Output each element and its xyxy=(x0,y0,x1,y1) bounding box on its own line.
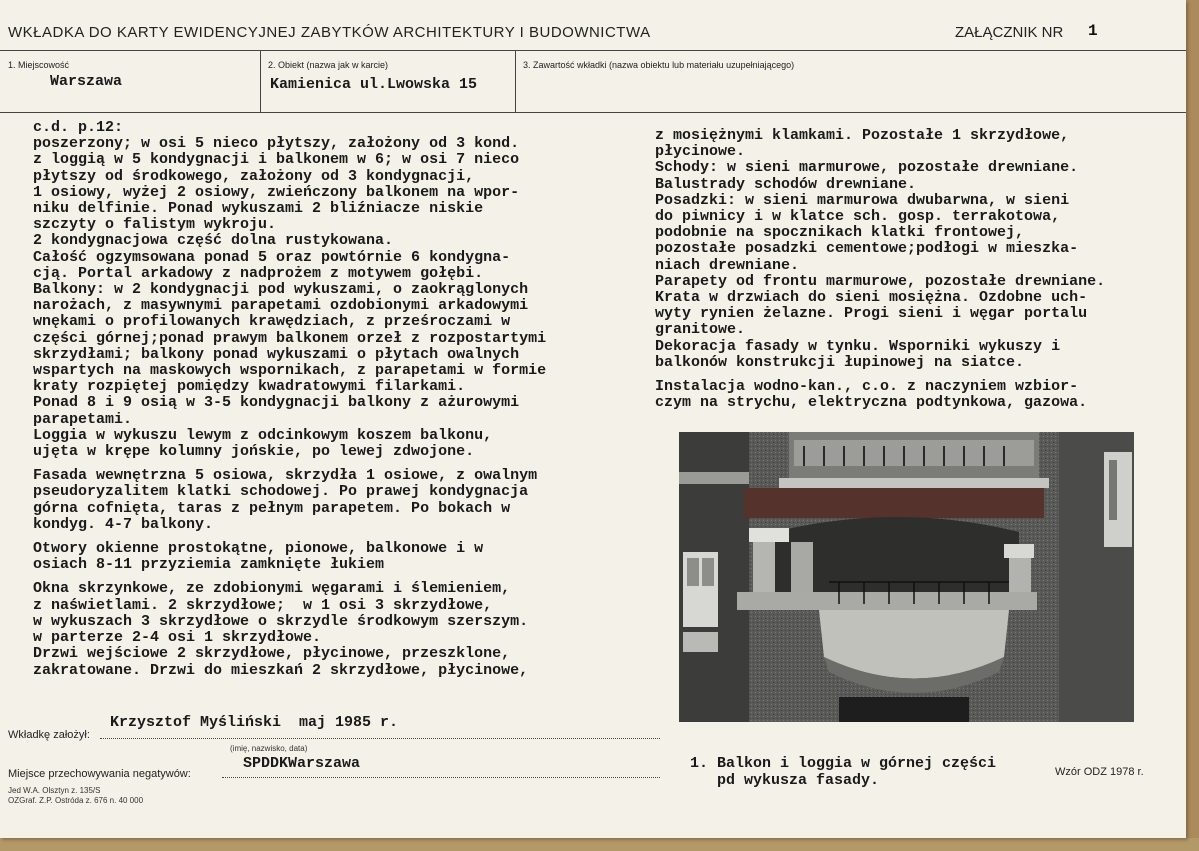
text-line: niku delfinie. Ponad wykuszami 2 bliźniacze niskie xyxy=(33,200,484,218)
text-line: Loggia w wykuszu lewym z odcinkowym koszem balkonu, xyxy=(33,426,493,444)
fields-rule xyxy=(0,112,1186,113)
zalozyl-line xyxy=(100,738,660,739)
text-line: w parterze 2-4 osi 1 skrzydłowe. xyxy=(33,629,322,647)
card-edge-right xyxy=(1186,0,1199,851)
description-left-column xyxy=(33,120,546,679)
text-line: wspartych na maskowych wspornikach, z parapetami w formie xyxy=(33,362,547,380)
text-line: narożach, z masywnymi parapetami ozdobionymi arkadowymi xyxy=(33,297,529,315)
field-label-zawartosc: 3. Zawartość wkładki (nazwa obiektu lub materiału uzupełniającego) xyxy=(523,60,795,70)
text-line: Dekoracja fasady w tynku. Wsporniki wykuszy i xyxy=(655,337,1061,355)
text-line: Otwory okienne prostokątne, pionowe, balkonowe i w xyxy=(33,540,484,558)
photo-caption-line-1: 1. Balkon i loggia w górnej części xyxy=(690,755,997,772)
balcony-photo xyxy=(679,432,1134,722)
zalozyl-hint: (imię, nazwisko, data) xyxy=(230,744,308,753)
description-right-column xyxy=(655,128,1105,411)
print-info-line-2: OZGraf. Z.P. Ostróda z. 676 n. 40 000 xyxy=(8,796,144,805)
text-line: balkonów konstrukcji łupinowej na siatce. xyxy=(655,353,1025,371)
card-title: WKŁADKA DO KARTY EWIDENCYJNEJ ZABYTKÓW ARCHITEKTURY I BUDOWNICTWA xyxy=(8,24,651,41)
attachment-label: ZAŁĄCZNIK NR xyxy=(955,24,1064,41)
zalozyl-label: Wkładkę założył: xyxy=(8,729,90,741)
text-line: granitowe. xyxy=(655,321,746,339)
text-line: górna cofnięta, taras z pełnym parapetem. Po bokach w xyxy=(33,499,511,517)
text-line: części górnej;ponad prawym balkonem orzeł z rozpostartymi xyxy=(33,329,547,347)
text-line: Parapety od frontu marmurowe, pozostałe drewniane. xyxy=(655,272,1106,290)
text-line: płytszy od środkowego, założony od 3 kondygnacji, xyxy=(33,167,475,185)
print-info xyxy=(8,786,143,806)
text-line: Ponad 8 i 9 osią w 3-5 kondygnacji balkony z ażurowymi xyxy=(33,394,520,412)
text-line: Posadzki: w sieni marmurowa dwubarwna, w sieni xyxy=(655,191,1070,209)
text-line: c.d. p.12: xyxy=(33,119,124,136)
header-rule xyxy=(0,50,1186,51)
negatives-value: SPDDKWarszawa xyxy=(243,755,361,772)
text-line: Krata w drzwiach do sieni mosiężna. Ozdobne uch- xyxy=(655,289,1088,307)
divider-1 xyxy=(260,50,261,112)
text-line: cją. Portal arkadowy z nadprożem z motywem gołębi. xyxy=(33,264,484,282)
text-line: pozostałe posadzki cementowe;podłogi w mieszka- xyxy=(655,240,1079,258)
text-line: Balkony: w 2 kondygnacji pod wykuszami, o zaokrąglonych xyxy=(33,281,529,299)
text-line: do piwnicy i w klatce sch. gosp. terrakotowa, xyxy=(655,208,1061,226)
text-line: podobnie na spocznikach klatki frontowej, xyxy=(655,224,1025,242)
photo-caption-line-2: pd wykusza fasady. xyxy=(690,772,880,789)
text-line: Schody: w sieni marmurowe, pozostałe drewniane. xyxy=(655,159,1079,177)
text-line: kraty rozpiętej pomiędzy kwadratowymi filarkami. xyxy=(33,378,466,396)
text-line: Fasada wewnętrzna 5 osiowa, skrzydła 1 osiowe, z owalnym xyxy=(33,467,538,485)
text-line: 2 kondygnacjowa część dolna rustykowana. xyxy=(33,232,394,250)
text-line: wyty rynien żelazne. Progi sieni i węgar portalu xyxy=(655,305,1088,323)
text-line: płycinowe. xyxy=(655,143,746,161)
text-line: 1 osiowy, wyżej 2 osiowy, zwieńczony balkonem na wpor- xyxy=(33,183,520,201)
text-line: ujęta w krępe kolumny jońskie, po lewej zdwojone. xyxy=(33,443,475,461)
field-label-miejscowosc: 1. Miejscowość xyxy=(8,60,70,70)
text-line: Okna skrzynkowe, ze zdobionymi węgarami i ślemieniem, xyxy=(33,580,511,598)
text-line: w wykuszach 3 skrzydłowe o skrzydle środkowym szerszym. xyxy=(33,612,529,630)
divider-2 xyxy=(515,50,516,112)
negatives-line xyxy=(222,777,660,778)
text-line: Drzwi wejściowe 2 skrzydłowe, płycinowe, przeszklone, xyxy=(33,645,511,663)
photo-caption xyxy=(690,755,996,789)
text-line: z loggią w 5 kondygnacji i balkonem w 6; w osi 7 nieco xyxy=(33,151,520,169)
text-line: czym na strychu, elektryczna podtynkowa, gazowa. xyxy=(655,394,1088,412)
zalozyl-value: Krzysztof Myśliński maj 1985 r. xyxy=(110,714,399,731)
text-line: osiach 8-11 przyziemia zamknięte łukiem xyxy=(33,556,385,574)
text-line: wnękami o profilowanych krawędziach, z prześroczami w xyxy=(33,313,511,331)
text-line: pseudoryzalitem klatki schodowej. Po prawej kondygnacja xyxy=(33,483,529,501)
text-line: skrzydłami; balkony ponad wykuszami o płytach owalnych xyxy=(33,345,520,363)
text-line: z mosiężnymi klamkami. Pozostałe 1 skrzydłowe, xyxy=(655,127,1070,144)
attachment-number: 1 xyxy=(1088,22,1098,40)
text-line: Balustrady schodów drewniane. xyxy=(655,175,917,193)
text-line: Całość ogzymsowana ponad 5 oraz powtórnie 6 kondygna- xyxy=(33,248,511,266)
text-line: poszerzony; w osi 5 nieco płytszy, założony od 3 kond. xyxy=(33,135,520,153)
form-version: Wzór ODZ 1978 r. xyxy=(1055,766,1144,778)
text-line: parapetami. xyxy=(33,410,133,428)
field-value-miejscowosc: Warszawa xyxy=(50,73,123,90)
text-line: Instalacja wodno-kan., c.o. z naczyniem wzbior- xyxy=(655,378,1079,396)
print-info-line-1: Jed W.A. Olsztyn z. 135/S xyxy=(8,786,101,795)
text-line: kondyg. 4-7 balkony. xyxy=(33,515,214,533)
card-edge-bottom xyxy=(0,838,1199,851)
text-line: niach drewniane. xyxy=(655,256,800,274)
field-label-obiekt: 2. Obiekt (nazwa jak w karcie) xyxy=(268,60,389,70)
text-line: zakratowane. Drzwi do mieszkań 2 skrzydłowe, płycinowe, xyxy=(33,661,529,679)
negatives-label: Miejsce przechowywania negatywów: xyxy=(8,768,191,780)
balcony-photo-drawing xyxy=(679,432,1134,722)
text-line: z naświetlami. 2 skrzydłowe; w 1 osi 3 skrzydłowe, xyxy=(33,596,493,614)
field-value-obiekt: Kamienica ul.Lwowska 15 xyxy=(270,76,478,93)
text-line: szczyty o falistym wykroju. xyxy=(33,216,277,234)
